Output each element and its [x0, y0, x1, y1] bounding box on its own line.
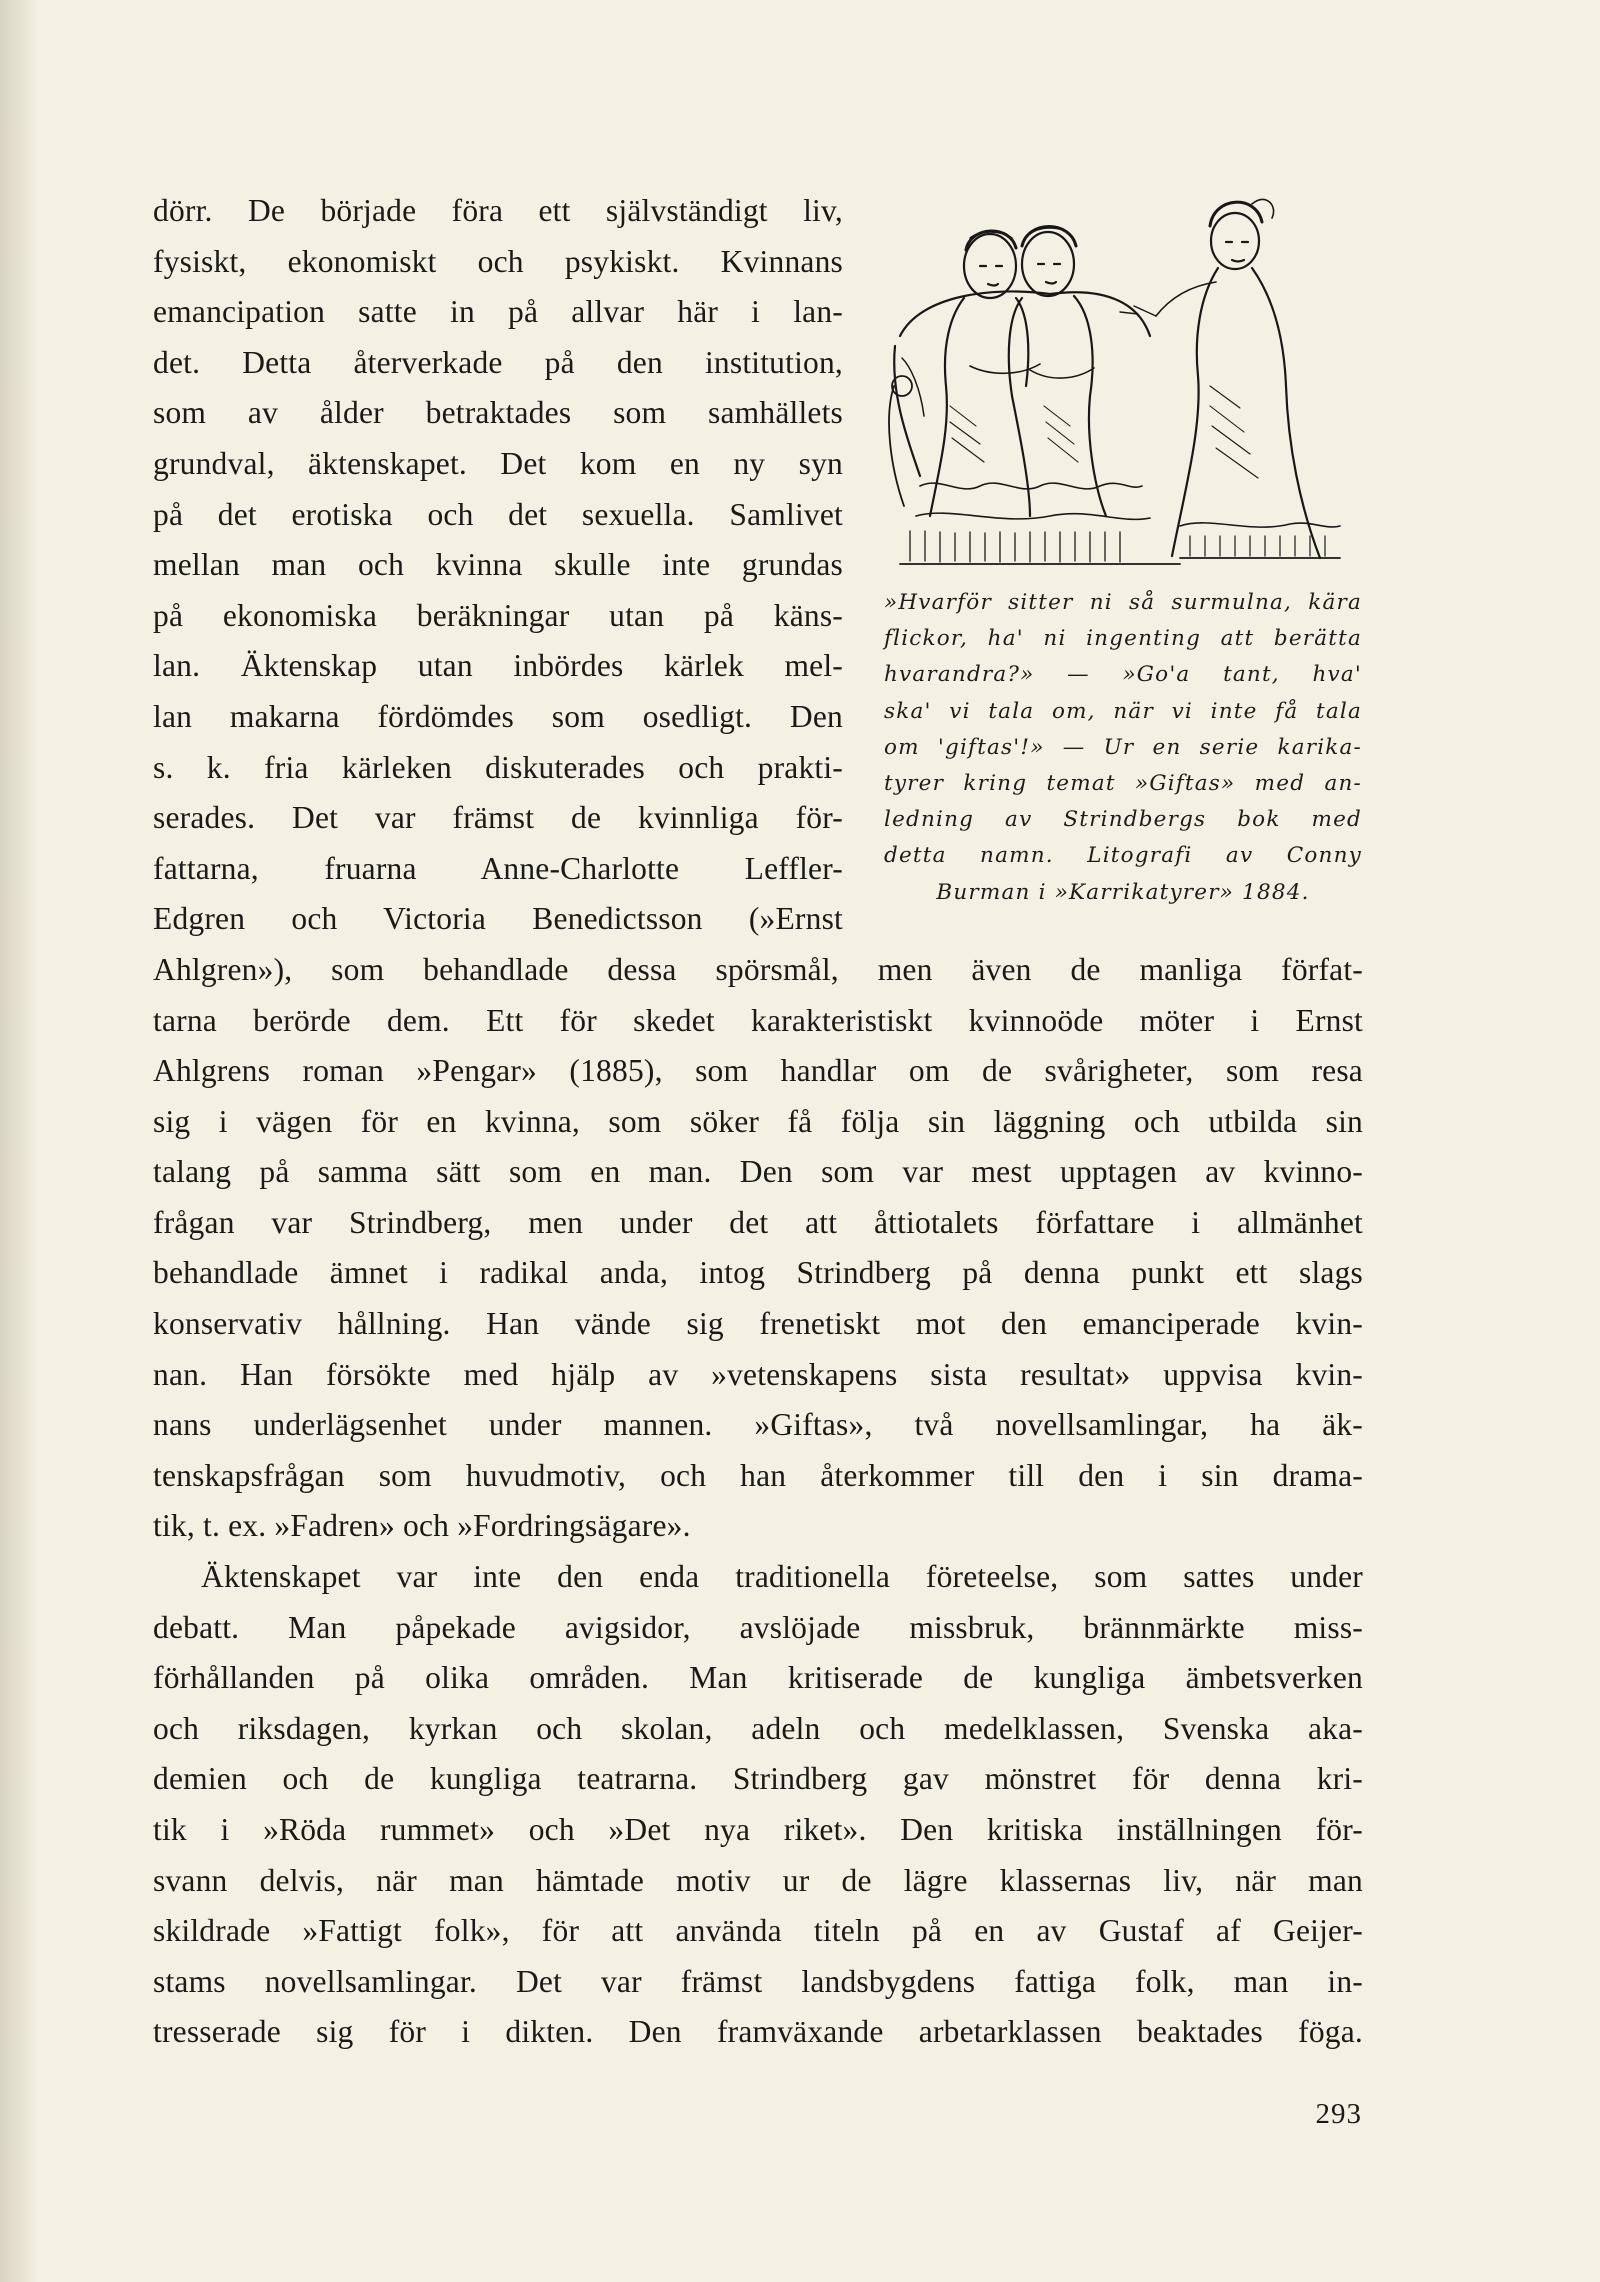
text-line: fattarna, fruarna Anne-Charlotte Leffler- [153, 850, 843, 886]
text-line: på ekonomiska beräkningar utan på käns- [153, 597, 843, 633]
text-line: Ahlgren»), som behandlade dessa spörsmål, men även de manliga förfat- [153, 951, 1363, 987]
text-line: sig i vägen för en kvinna, som söker få följa sin läggning och utbilda sin [153, 1103, 1363, 1139]
text-line: behandlade ämnet i radikal anda, intog Strindberg på denna punkt ett slags [153, 1255, 1363, 1291]
paragraph-first-line: Äktenskapet var inte den enda traditionella företeelse, som sattes under [201, 1559, 1363, 1595]
text-line: nan. Han försökte med hjälp av »vetenskapens sista resultat» uppvisa kvin- [153, 1356, 1363, 1392]
caption-line: flickor, ha' ni ingenting att berätta [884, 626, 1362, 652]
text-line: mellan man och kvinna skulle inte grundas [153, 547, 843, 583]
text-line: svann delvis, när man hämtade motiv ur de lägre klassernas liv, när man [153, 1862, 1363, 1898]
text-line: det. Detta återverkade på den institution, [153, 344, 843, 380]
caption-line: »Hvarför sitter ni så surmulna, kära [884, 590, 1362, 615]
text-line: nans underlägsenhet under mannen. »Giftas», två novellsamlingar, ha äk- [153, 1407, 1363, 1443]
text-line: konservativ hållning. Han vände sig frenetiskt mot den emanciperade kvin- [153, 1306, 1363, 1342]
text-line: dörr. De började föra ett självständigt liv, [153, 193, 843, 228]
text-line: tenskapsfrågan som huvudmotiv, och han återkommer till den i sin drama- [153, 1457, 1363, 1493]
caption-line: om 'giftas'!» — Ur en serie karika- [884, 734, 1362, 760]
caption-line: tyrer kring temat »Giftas» med an- [884, 770, 1362, 796]
text-line: stams novellsamlingar. Det var främst landsbygdens fattiga folk, man in- [153, 1963, 1363, 1999]
text-line: lan. Äktenskap utan inbördes kärlek mel- [153, 648, 843, 684]
text-line: talang på samma sätt som en man. Den som var mest upptagen av kvinno- [153, 1154, 1363, 1190]
figure-caption [884, 585, 1362, 911]
text-line: tik, t. ex. »Fadren» och »Fordringsägare». [153, 1508, 691, 1544]
text-line: s. k. fria kärleken diskuterades och prakti- [153, 749, 843, 785]
text-line: förhållanden på olika områden. Man kritiserade de kungliga ämbetsverken [153, 1660, 1363, 1696]
text-line: serades. Det var främst de kvinnliga för- [153, 800, 843, 836]
text-line: fysiskt, ekonomiskt och psykiskt. Kvinnans [153, 243, 843, 279]
text-line: lan makarna fördömdes som osedligt. Den [153, 698, 843, 734]
text-line: Ahlgrens roman »Pengar» (1885), som handlar om de svårigheter, som resa [153, 1053, 1363, 1089]
text-line: demien och de kungliga teatrarna. Strindberg gav mönstret för denna kri- [153, 1761, 1363, 1797]
text-line: Edgren och Victoria Benedictsson (»Ernst [153, 901, 843, 937]
caption-line: ledning av Strindbergs bok med [884, 807, 1362, 833]
text-line: som av ålder betraktades som samhällets [153, 395, 843, 431]
text-line: emancipation satte in på allvar här i lan- [153, 294, 843, 330]
page-spine-shadow [0, 0, 38, 2282]
text-line: frågan var Strindberg, men under det att åttiotalets författare i allmänhet [153, 1204, 1363, 1240]
text-line: tik i »Röda rummet» och »Det nya riket». Den kritiska inställningen för- [153, 1812, 1363, 1847]
text-line: på det erotiska och det sexuella. Samlivet [153, 496, 843, 532]
text-line: och riksdagen, kyrkan och skolan, adeln och medelklassen, Svenska aka- [153, 1710, 1363, 1746]
text-line: tresserade sig för i dikten. Den framväxande arbetarklassen beaktades föga. [153, 2014, 1363, 2050]
caption-line: Burman i »Karrikatyrer» 1884. [936, 879, 1310, 905]
caption-line: ska' vi tala om, när vi inte få tala [884, 698, 1362, 724]
text-line: grundval, äktenskapet. Det kom en ny syn [153, 445, 843, 481]
text-line: debatt. Man påpekade avigsidor, avslöjade missbruk, brännmärkte miss- [153, 1609, 1363, 1645]
text-line: skildrade »Fattigt folk», för att använda titeln på en av Gustaf af Geijer- [153, 1913, 1363, 1949]
text-line: tarna berörde dem. Ett för skedet karakteristiskt kvinnoöde möter i Ernst [153, 1002, 1363, 1038]
caption-line: detta namn. Litografi av Conny [884, 843, 1362, 869]
lithograph-illustration-icon [880, 186, 1360, 566]
page-number: 293 [1315, 2098, 1362, 2130]
caption-line: hvarandra?» — »Go'a tant, hva' [884, 662, 1362, 688]
